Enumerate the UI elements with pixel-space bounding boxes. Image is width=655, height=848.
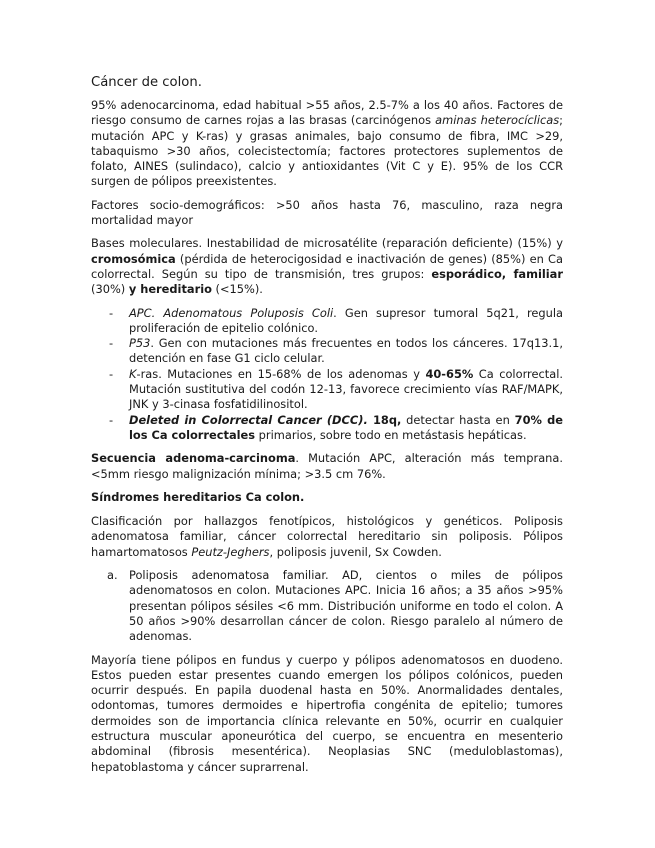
- classification-paragraph: Clasificación por hallazgos fenotípicos, histológicos y genéticos. Poliposis adenomatosa familiar, cáncer colorrectal hereditario sin poliposis. Pólipos hamartomatosos Peutz-Jeghers, poliposis juvenil, Sx Cowden.: [91, 514, 563, 559]
- list-marker: a.: [107, 568, 118, 583]
- syndrome-item-fap: a. Poliposis adenomatosa familiar. AD, cientos o miles de pólipos adenomatosos en colon. Mutaciones APC. Inicia 16 años; a 35 años >95% presentan pólipos sésiles <6 mm. Distribución uniforme en todo el colon. A 50 años >90% desarrollan cáncer de colon. Riesgo paralelo al número de adenomas.: [107, 568, 563, 644]
- gene-list: [91, 306, 563, 444]
- sociodemographic-paragraph: Factores socio-demográficos: >50 años hasta 76, masculino, raza negra mortalidad mayor: [91, 197, 563, 228]
- section-heading: Síndromes hereditarios Ca colon.: [91, 489, 305, 504]
- extracolonic-paragraph: Mayoría tiene pólipos en fundus y cuerpo y pólipos adenomatosos en duodeno. Estos pueden estar presentes cuando emergen los pólipos colónicos, pueden ocurrir después. En papila duodenal hasta en 50%. Anormalidades dentales, odontomas, tumores dermoides e hipertrofia congénita de epitelio; tumores dermoides son de importancia clínica relevante en 50%, ocurrir en cualquier estructura muscular aponeurótica del cuerpo, se encuentra en mesenterio abdominal (fibrosis mesentérica). Neoplasias SNC (meduloblastomas), hepatoblastoma y cáncer suprarrenal.: [91, 652, 563, 774]
- molecular-bases-paragraph: Bases moleculares. Inestabilidad de microsatélite (reparación deficiente) (15%) y cromosómica (pérdida de heterocigosidad e inactivación de genes) (85%) en Ca colorrectal. Según su tipo de transmisión, tres grupos: esporádico, familiar (30%) y hereditario (<15%).: [91, 236, 563, 297]
- gene-item-apc: - APC. Adenomatous Poluposis Coli. Gen supresor tumoral 5q21, regula proliferación de epitelio colónico.: [129, 306, 563, 337]
- document-page: [91, 74, 563, 783]
- document-title: Cáncer de colon.: [91, 75, 202, 90]
- adenoma-carcinoma-paragraph: Secuencia adenoma-carcinoma. Mutación APC, alteración más temprana. <5mm riesgo malignización mínima; >3.5 cm 76%.: [91, 451, 563, 481]
- gene-item-dcc: - Deleted in Colorrectal Cancer (DCC). 18q, detectar hasta en 70% de los Ca colorrectales primarios, sobre todo en metástasis hepáticas.: [129, 413, 563, 444]
- gene-item-kras: - K-ras. Mutaciones en 15-68% de los adenomas y 40-65% Ca colorrectal. Mutación sustitutiva del codón 12-13, favorece crecimiento vías RAF/MAPK, JNK y 3-cinasa fosfatidilinositol.: [129, 367, 563, 413]
- gene-item-p53: - P53. Gen con mutaciones más frecuentes en todos los cánceres. 17q13.1, detención en fase G1 ciclo celular.: [129, 336, 563, 367]
- syndrome-list: [91, 568, 563, 644]
- intro-paragraph: 95% adenocarcinoma, edad habitual >55 años, 2.5-7% a los 40 años. Factores de riesgo consumo de carnes rojas a las brasas (carcinógenos aminas heterocíclicas; mutación APC y K-ras) y grasas animales, bajo consumo de fibra, IMC >29, tabaquismo >30 años, colecistectomía; factores protectores suplementos de folato, AINES (sulindaco), calcio y antioxidantes (Vit C y E). 95% de los CCR surgen de pólipos preexistentes.: [91, 98, 563, 189]
